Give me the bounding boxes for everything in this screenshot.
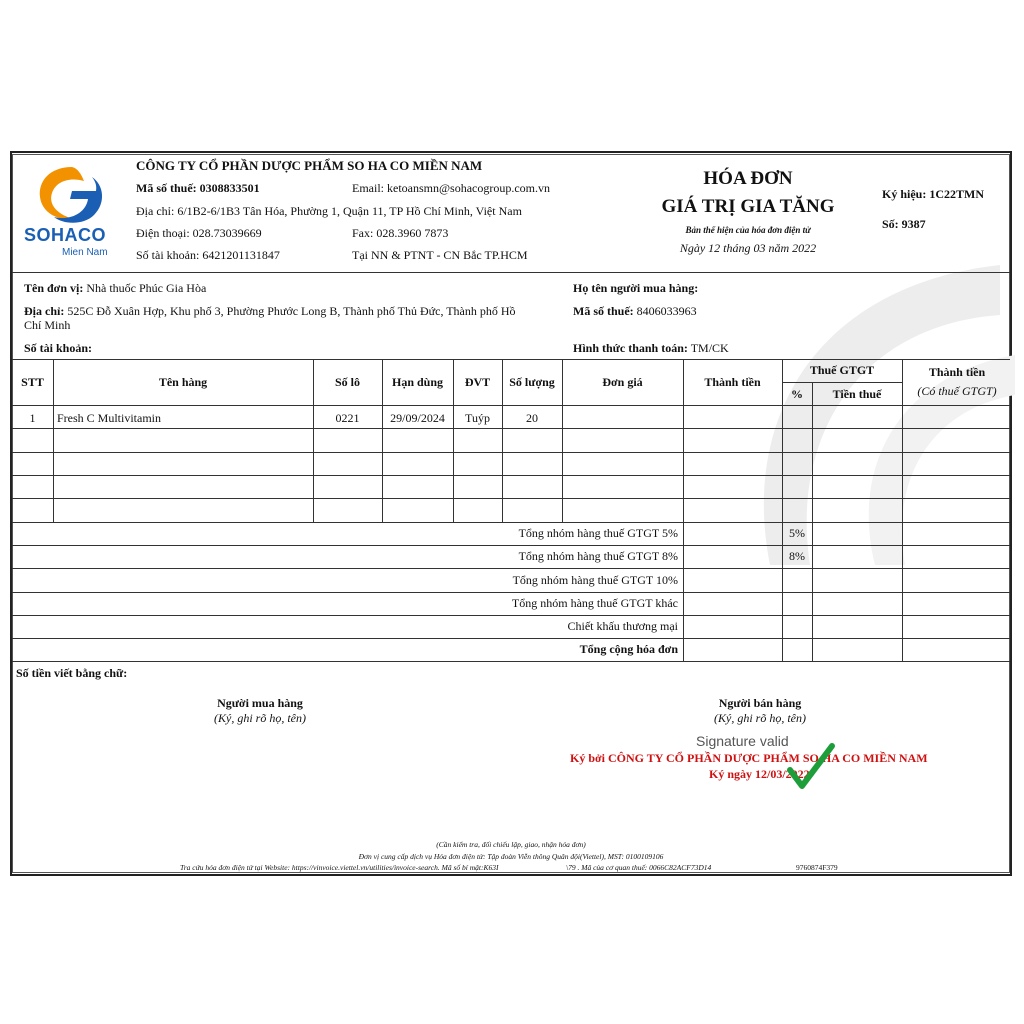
row-line	[12, 475, 1010, 476]
col-line	[902, 359, 903, 661]
buyer-sign-title: Người mua hàng	[217, 696, 303, 710]
vat-sub-line	[782, 382, 902, 383]
seller-tax-label: Mã số thuế:	[136, 181, 197, 195]
buyer-name-label: Họ tên người mua hàng:	[573, 281, 699, 295]
header-qty: Số lượng	[509, 375, 555, 389]
signature-valid: Signature valid	[696, 733, 789, 749]
seller-email: ketoansmn@sohacogroup.com.vn	[387, 181, 551, 195]
invoice-subtitle: Bản thể hiện của hóa đơn điện tử	[685, 225, 811, 235]
seller-address-label: Địa chỉ:	[136, 204, 175, 218]
header-total-note: (Có thuế GTGT)	[917, 384, 997, 398]
signed-date: Ký ngày 12/03/2022	[709, 767, 810, 781]
summary-vat5-pct: 5%	[789, 526, 805, 540]
seller-fax: 028.3960 7873	[376, 226, 449, 240]
summary-vat8-pct: 8%	[789, 549, 805, 563]
row-line	[12, 545, 1010, 546]
buyer-payment-row	[573, 341, 729, 356]
watermark-swoosh	[700, 245, 1020, 575]
col-line	[812, 382, 813, 661]
sohaco-logo-icon	[22, 163, 122, 227]
invoice-title-line2: GIÁ TRỊ GIA TĂNG	[661, 196, 835, 217]
buyer-address-row	[24, 304, 516, 319]
seller-tax-row	[136, 181, 260, 196]
row1-unit: Tuýp	[465, 411, 490, 425]
row-line	[12, 592, 1010, 593]
invoice-symbol: 1C22TMN	[929, 187, 985, 201]
seller-account-row	[136, 248, 280, 263]
table-top-line	[12, 359, 1010, 360]
summary-vat10-label: Tổng nhóm hàng thuế GTGT 10%	[512, 573, 678, 587]
row-line	[12, 638, 1010, 639]
buyer-sign-note: (Ký, ghi rõ họ, tên)	[214, 711, 306, 725]
col-line	[782, 359, 783, 661]
seller-tax-code: 0308833501	[199, 181, 260, 195]
company-name: CÔNG TY CỔ PHẦN DƯỢC PHẨM SO HA CO MIỀN NAM	[136, 158, 483, 173]
summary-discount-label: Chiết khấu thương mại	[567, 619, 678, 633]
buyer-account-label: Số tài khoản:	[24, 341, 93, 355]
invoice-symbol-label: Ký hiệu:	[882, 187, 927, 201]
signed-by: Ký bởi CÔNG TY CỔ PHẦN DƯỢC PHẨM SO HA CO MIỀN NAM	[570, 751, 928, 765]
seller-account-label: Số tài khoản:	[136, 248, 200, 262]
amount-words-label: Số tiền viết bằng chữ:	[16, 666, 128, 680]
table-header-bottom	[12, 405, 1010, 406]
header-divider	[12, 272, 1010, 273]
invoice-number-row	[882, 217, 926, 232]
buyer-address-line1: 525C Đỗ Xuân Hợp, Khu phố 3, Phường Phước Long B, Thành phố Thủ Đức, Thành phố Hồ	[67, 304, 516, 318]
tax-authority-code: \79 . Mã của cơ quan thuế: 0066C82ACF73D14	[566, 863, 712, 872]
buyer-payment-label: Hình thức thanh toán:	[573, 341, 688, 355]
header-lot: Số lô	[334, 375, 360, 389]
col-line	[683, 359, 684, 661]
seller-email-row	[352, 181, 550, 196]
row-line	[12, 498, 1010, 499]
seller-email-label: Email:	[352, 181, 384, 195]
buyer-unit-label: Tên đơn vị:	[24, 281, 84, 295]
summary-total-label: Tổng cộng hóa đơn	[579, 642, 678, 656]
row-line	[12, 568, 1010, 569]
seller-fax-row	[352, 226, 448, 241]
header-price: Đơn giá	[602, 375, 643, 389]
seller-sign-note: (Ký, ghi rõ họ, tên)	[714, 711, 806, 725]
invoice-title-line1: HÓA ĐƠN	[703, 168, 793, 189]
company-logo	[22, 163, 122, 263]
summary-vat-other-label: Tổng nhóm hàng thuế GTGT khác	[511, 596, 678, 610]
invoice-number-label: Số:	[882, 217, 899, 231]
buyer-address-line2: Chí Minh	[24, 318, 71, 332]
header-name: Tên hàng	[158, 375, 208, 389]
seller-address-row	[136, 204, 522, 219]
logo-text: SOHACO	[24, 225, 107, 245]
lookup-note: Tra cứu hóa đơn điện tử tại Website: https://vinvoice.viettel.vn/utilities/invoice-search. Mã số bí mật:K63I	[180, 863, 499, 872]
row1-lot: 0221	[335, 411, 360, 425]
seller-address: 6/1B2-6/1B3 Tân Hóa, Phường 1, Quận 11, TP Hồ Chí Minh, Việt Nam	[177, 204, 522, 218]
seller-phone-label: Điện thoại:	[136, 226, 190, 240]
provider-note: Đơn vị cung cấp dịch vụ Hóa đơn điện tử: Tập đoàn Viễn thông Quân đội(Viettel), MST: 0100109106	[358, 852, 664, 861]
header-vat-amount: Tiền thuế	[832, 387, 882, 401]
invoice-date: Ngày 12 tháng 03 năm 2022	[679, 241, 817, 255]
summary-vat8-label: Tổng nhóm hàng thuế GTGT 8%	[518, 549, 678, 563]
seller-phone-row	[136, 226, 262, 241]
buyer-unit-row	[24, 281, 206, 296]
row1-expiry: 29/09/2024	[390, 411, 445, 425]
seller-fax-label: Fax:	[352, 226, 374, 240]
header-unit: ĐVT	[464, 375, 491, 389]
signature-check-icon	[786, 740, 836, 792]
seller-sign-title: Người bán hàng	[718, 696, 802, 710]
seller-bank: Tại NN & PTNT - CN Bắc TP.HCM	[352, 248, 528, 262]
row-line	[12, 522, 1010, 523]
seller-phone: 028.73039669	[192, 226, 262, 240]
table-bottom-line	[12, 661, 1010, 662]
row-line	[12, 615, 1010, 616]
check-note: (Cần kiểm tra, đối chiếu lập, giao, nhận hóa đơn)	[436, 840, 586, 849]
header-vat-pct: %	[791, 387, 803, 401]
buyer-unit: Nhà thuốc Phúc Gia Hòa	[86, 281, 207, 295]
summary-vat5-label: Tổng nhóm hàng thuế GTGT 5%	[518, 526, 678, 540]
header-vat: Thuế GTGT	[809, 363, 875, 377]
row1-stt: 1	[29, 411, 36, 425]
header-expiry: Hạn dùng	[391, 375, 444, 389]
logo-subtext: Mien Nam	[62, 247, 108, 258]
tax-authority-code-tail: 9760874F379	[796, 863, 838, 872]
buyer-address-label: Địa chỉ:	[24, 304, 65, 318]
invoice-symbol-row	[882, 187, 984, 202]
seller-account: 6421201131847	[202, 248, 280, 262]
row1-qty: 20	[526, 411, 538, 425]
invoice-number: 9387	[901, 217, 926, 231]
row-line	[12, 428, 1010, 429]
buyer-tax-code: 8406033963	[636, 304, 697, 318]
row-line	[12, 452, 1010, 453]
header-amount: Thành tiền	[704, 375, 761, 389]
row1-name: Fresh C Multivitamin	[57, 411, 162, 425]
buyer-tax-label: Mã số thuế:	[573, 304, 634, 318]
header-total: Thành tiền	[928, 365, 986, 379]
buyer-payment: TM/CK	[690, 341, 729, 355]
buyer-tax-row	[573, 304, 697, 319]
header-stt: STT	[21, 375, 44, 389]
